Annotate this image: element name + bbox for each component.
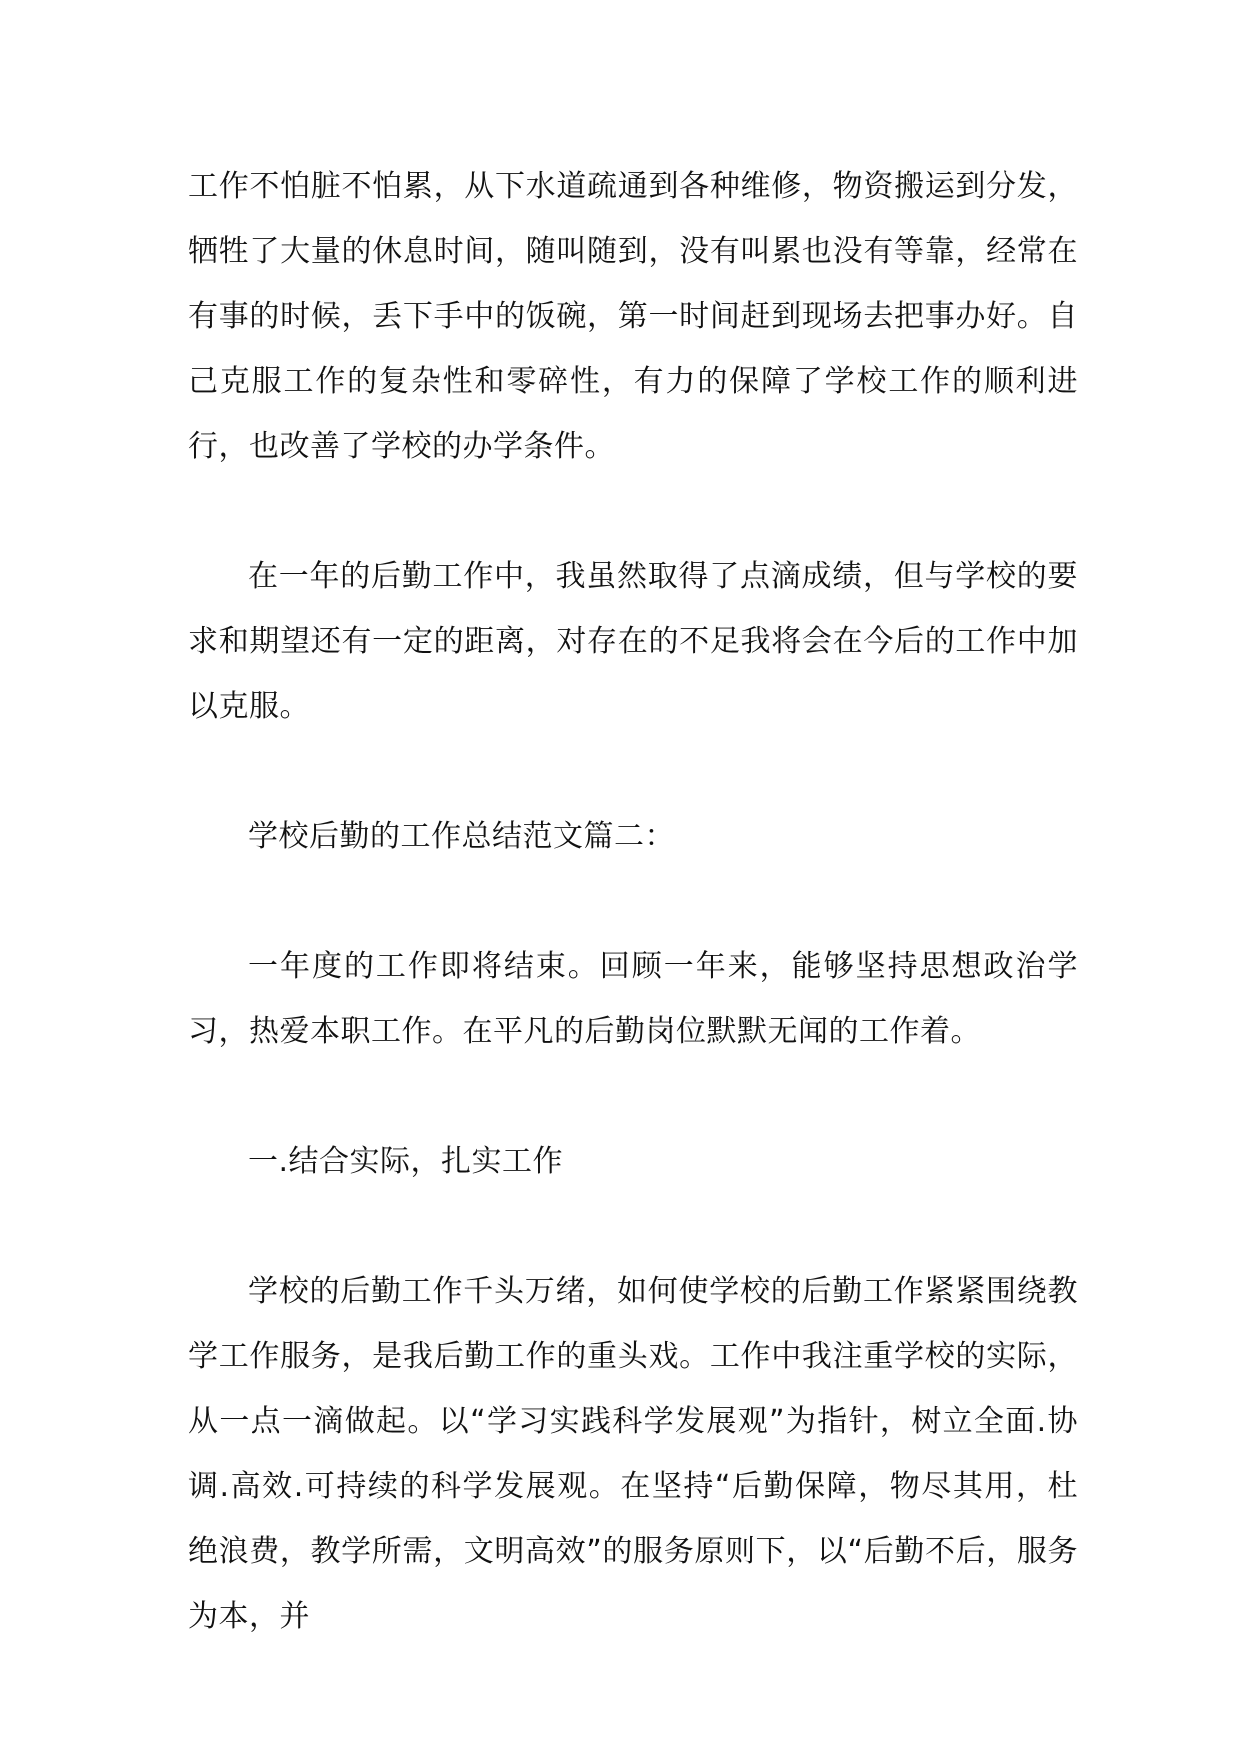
section-heading: 学校后勤的工作总结范文篇二： <box>248 819 675 854</box>
body-paragraph: 在一年的后勤工作中，我虽然取得了点滴成绩，但与学校的要求和期望还有一定的距离，对存在的不足我将会在今后的工作中加以克服。 <box>188 559 1078 724</box>
body-paragraph: 工作不怕脏不怕累，从下水道疏通到各种维修，物资搬运到分发，牺牲了大量的休息时间，随叫随到，没有叫累也没有等靠，经常在有事的时候，丢下手中的饭碗，第一时间赶到现场去把事办好。自己克服工作的复杂性和零碎性，有力的保障了学校工作的顺利进行，也改善了学校的办学条件。 <box>188 169 1078 464</box>
body-paragraph: 学校的后勤工作千头万绪，如何使学校的后勤工作紧紧围绕教学工作服务，是我后勤工作的重头戏。工作中我注重学校的实际，从一点一滴做起。以“学习实践科学发展观”为指针，树立全面.协调.高效.可持续的科学发展观。在坚持“后勤保障，物尽其用，杜绝浪费，教学所需，文明高效”的服务原则下，以“后勤不后，服务为本，并 <box>188 1274 1078 1634</box>
body-paragraph: 一年度的工作即将结束。回顾一年来，能够坚持思想政治学习，热爱本职工作。在平凡的后勤岗位默默无闻的工作着。 <box>188 949 1078 1049</box>
subsection-heading: 一.结合实际，扎实工作 <box>248 1144 564 1179</box>
